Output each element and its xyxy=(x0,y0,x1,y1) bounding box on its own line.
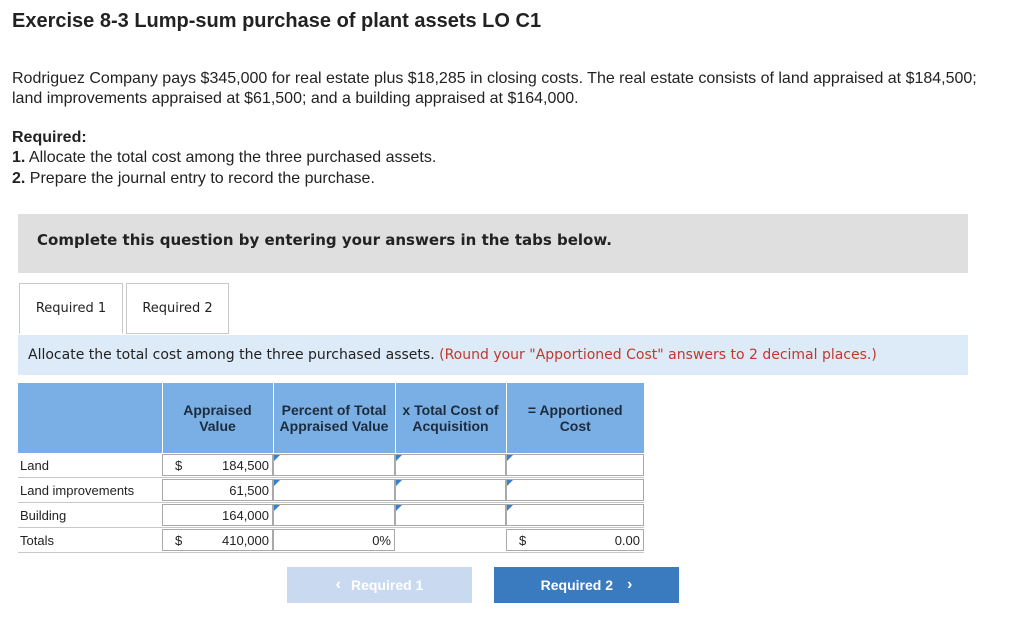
row-label-totals: Totals xyxy=(18,528,162,553)
apportioned-land-input[interactable] xyxy=(506,454,644,476)
row-label-land: Land xyxy=(18,453,162,478)
instruction-line xyxy=(28,347,877,363)
percent-building-input[interactable] xyxy=(273,504,395,526)
tab-required-2-label: Required 2 xyxy=(142,301,213,316)
chevron-right-icon: › xyxy=(627,576,633,593)
cell-percent-total xyxy=(273,528,395,553)
appraised-land-improvements-amount: 61,500 xyxy=(229,482,269,498)
allocation-table xyxy=(18,383,644,553)
cell-percent-land-improvements xyxy=(273,478,395,503)
cell-appraised-land-improvements xyxy=(162,478,273,503)
currency-symbol: $ xyxy=(175,532,183,548)
apportioned-total-value xyxy=(506,529,644,551)
appraised-total-amount: 410,000 xyxy=(222,532,269,548)
percent-land-input[interactable] xyxy=(273,454,395,476)
cell-apportioned-land xyxy=(506,453,644,478)
previous-button-label: Required 1 xyxy=(350,577,424,593)
appraised-land-amount: 184,500 xyxy=(222,457,269,473)
required-item-2-text: Prepare the journal entry to record the purchase. xyxy=(29,170,375,187)
required-item-1-number: 1. xyxy=(12,149,26,166)
header-appraised-value: Appraised Value xyxy=(162,383,273,453)
appraised-total-value xyxy=(162,529,273,551)
chevron-left-icon: ‹ xyxy=(335,576,341,593)
instructions-banner xyxy=(18,214,968,273)
total-cost-building-input[interactable] xyxy=(395,504,506,526)
appraised-building-amount: 164,000 xyxy=(222,507,269,523)
appraised-building-value xyxy=(162,504,273,526)
appraised-land-improvements-value xyxy=(162,479,273,501)
required-item-2 xyxy=(12,170,375,188)
cell-total-cost-total xyxy=(395,528,506,553)
appraised-land-value xyxy=(162,454,273,476)
percent-total-value: 0% xyxy=(273,529,395,551)
cell-appraised-total xyxy=(162,528,273,553)
next-button-label: Required 2 xyxy=(540,577,614,593)
cell-apportioned-land-improvements xyxy=(506,478,644,503)
cell-apportioned-building xyxy=(506,503,644,528)
row-label-building: Building xyxy=(18,503,162,528)
required-item-2-number: 2. xyxy=(12,170,26,187)
row-label-land-improvements: Land improvements xyxy=(18,478,162,503)
cell-apportioned-total xyxy=(506,528,644,553)
percent-land-improvements-input[interactable] xyxy=(273,479,395,501)
table-row xyxy=(18,478,644,503)
currency-symbol: $ xyxy=(175,457,183,473)
cell-appraised-land xyxy=(162,453,273,478)
apportioned-land-improvements-input[interactable] xyxy=(506,479,644,501)
cell-total-cost-building xyxy=(395,503,506,528)
table-row xyxy=(18,453,644,478)
page-title: Exercise 8-3 Lump-sum purchase of plant assets LO C1 xyxy=(12,10,542,32)
header-apportioned-cost: = Apportioned Cost xyxy=(506,383,644,453)
instruction-bar xyxy=(18,335,968,375)
banner-text: Complete this question by entering your answers in the tabs below. xyxy=(37,231,612,249)
problem-statement: Rodriguez Company pays $345,000 for real estate plus $18,285 in closing costs. The real estate consists of land appraised at $184,500; land improvements appraised at $61,500; and a building appraised at $164,000. xyxy=(12,70,977,107)
cell-total-cost-land-improvements xyxy=(395,478,506,503)
currency-symbol: $ xyxy=(519,532,527,548)
required-heading: Required: xyxy=(12,129,87,146)
instruction-text: Allocate the total cost among the three purchased assets. xyxy=(28,347,435,363)
required-item-1 xyxy=(12,149,436,167)
table-row xyxy=(18,503,644,528)
apportioned-total-amount: 0.00 xyxy=(614,532,640,548)
header-total-cost: x Total Cost of Acquisition xyxy=(395,383,506,453)
tab-required-1[interactable] xyxy=(19,283,123,334)
rounding-note: (Round your "Apportioned Cost" answers to 2 decimal places.) xyxy=(439,347,877,363)
header-asset xyxy=(18,383,162,453)
cell-appraised-building xyxy=(162,503,273,528)
totals-row xyxy=(18,528,644,553)
tab-required-2[interactable] xyxy=(126,283,229,334)
header-percent-of-total: Percent of Total Appraised Value xyxy=(273,383,395,453)
next-button[interactable] xyxy=(494,567,679,603)
tab-required-1-label: Required 1 xyxy=(35,301,107,316)
total-cost-land-improvements-input[interactable] xyxy=(395,479,506,501)
cell-percent-building xyxy=(273,503,395,528)
table-header-row xyxy=(18,383,644,453)
cell-total-cost-land xyxy=(395,453,506,478)
required-item-1-text: Allocate the total cost among the three purchased assets. xyxy=(28,149,437,166)
previous-button[interactable] xyxy=(287,567,472,603)
cell-percent-land xyxy=(273,453,395,478)
total-cost-land-input[interactable] xyxy=(395,454,506,476)
apportioned-building-input[interactable] xyxy=(506,504,644,526)
